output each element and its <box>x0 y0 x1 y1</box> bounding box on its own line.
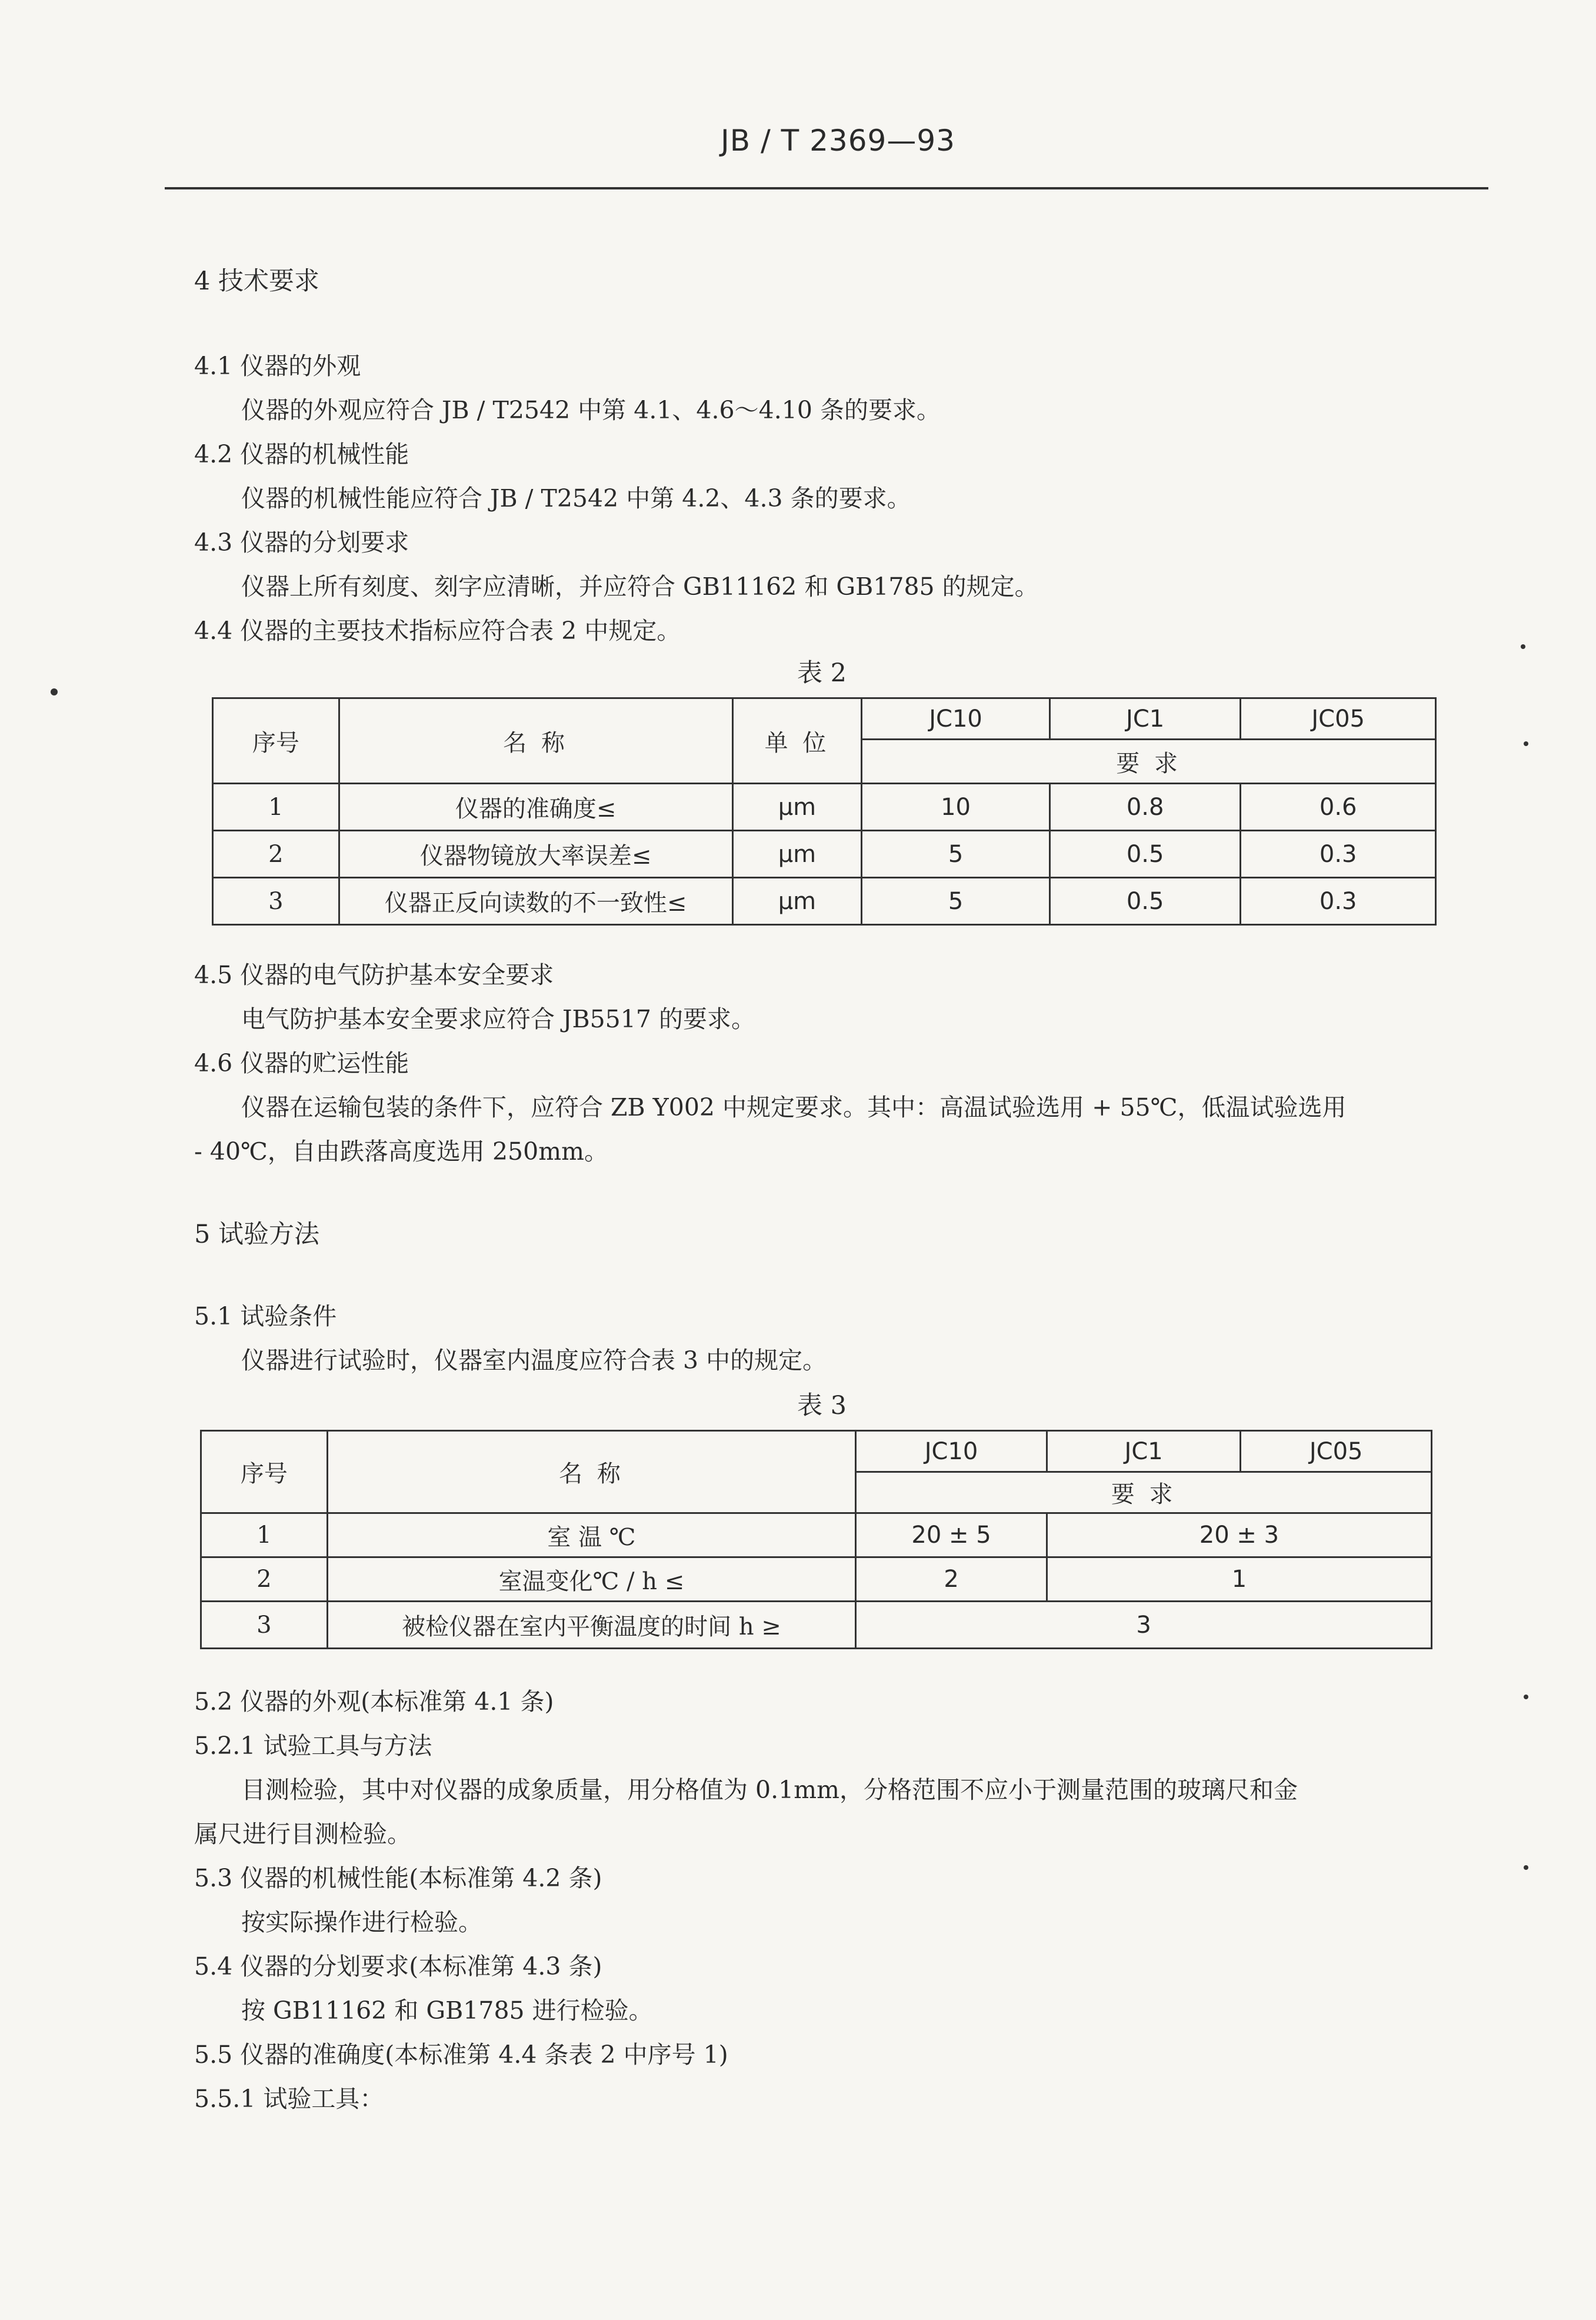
section-4-2: 4.2 仪器的机械性能 <box>194 440 409 468</box>
scan-mark <box>1524 1865 1528 1870</box>
section-4-5-body: 电气防护基本安全要求应符合 JB5517 的要求。 <box>241 1005 755 1033</box>
table-3-cell: 1 <box>1047 1557 1431 1602</box>
section-4-2-body: 仪器的机械性能应符合 JB / T2542 中第 4.2、4.3 条的要求。 <box>241 484 911 512</box>
table-2-cell: 仪器正反向读数的不一致性≤ <box>339 878 732 925</box>
table-2-header-unit: 单 位 <box>732 698 862 784</box>
section-4-6: 4.6 仪器的贮运性能 <box>194 1049 409 1077</box>
header-rule <box>165 187 1488 189</box>
table-3-cell: 2 <box>856 1557 1047 1602</box>
scan-mark <box>1524 1695 1528 1699</box>
table-3-header-no: 序号 <box>201 1431 328 1513</box>
table-2-row <box>213 784 1436 831</box>
section-5-2: 5.2 仪器的外观(本标准第 4.1 条) <box>194 1687 554 1716</box>
table-2-cell: 2 <box>213 831 339 878</box>
section-5-4-body: 按 GB11162 和 GB1785 进行检验。 <box>241 1996 653 2025</box>
table-2-cell: 0.5 <box>1049 878 1241 925</box>
section-4-1: 4.1 仪器的外观 <box>194 352 361 380</box>
section-4-6-body: 仪器在运输包装的条件下，应符合 ZB Y002 中规定要求。其中：高温试验选用 + 55℃，低温试验选用 <box>241 1093 1347 1121</box>
table-2-cell: 3 <box>213 878 339 925</box>
table-3-header-jc05: JC05 <box>1241 1431 1432 1472</box>
document-header: JB / T 2369—93 <box>721 124 955 158</box>
table-2-header-jc05: JC05 <box>1241 698 1436 740</box>
section-4-1-body: 仪器的外观应符合 JB / T2542 中第 4.1、4.6～4.10 条的要求。 <box>241 396 941 424</box>
table-2-cell: 5 <box>862 831 1050 878</box>
table-3-cell: 20 ± 3 <box>1047 1513 1431 1557</box>
table-2-header-jc10: JC10 <box>862 698 1050 740</box>
table-3-cell: 室 温 ℃ <box>327 1513 856 1557</box>
scan-mark <box>51 688 58 695</box>
table-3-cell: 3 <box>201 1602 328 1649</box>
table-2-header-jc1: JC1 <box>1049 698 1241 740</box>
table-2-caption: 表 2 <box>797 658 847 688</box>
table-2-cell: 0.6 <box>1241 784 1436 831</box>
table-2-cell: 仪器的准确度≤ <box>339 784 732 831</box>
table-3-header-requirements: 要 求 <box>856 1472 1432 1513</box>
section-4-6-body-cont: - 40℃，自由跌落高度选用 250mm。 <box>194 1137 608 1166</box>
table-3-header-jc1: JC1 <box>1047 1431 1241 1472</box>
table-2-cell: 1 <box>213 784 339 831</box>
section-5-5: 5.5 仪器的准确度(本标准第 4.4 条表 2 中序号 1) <box>194 2041 728 2069</box>
table-3-caption: 表 3 <box>797 1391 847 1420</box>
section-5-3-body: 按实际操作进行检验。 <box>241 1908 482 1936</box>
table-2-row <box>213 878 1436 925</box>
table-3-cell: 20 ± 5 <box>856 1513 1047 1557</box>
table-3-header-name: 名 称 <box>327 1431 856 1513</box>
table-2-cell: 0.3 <box>1241 831 1436 878</box>
section-5-4: 5.4 仪器的分划要求(本标准第 4.3 条) <box>194 1952 602 1981</box>
table-3-cell: 1 <box>201 1513 328 1557</box>
section-5-2-1-body-cont: 属尺进行目测检验。 <box>194 1820 411 1848</box>
section-4-4: 4.4 仪器的主要技术指标应符合表 2 中规定。 <box>194 617 681 645</box>
table-3-cell: 室温变化℃ / h ≤ <box>327 1557 856 1602</box>
section-5-5-1: 5.5.1 试验工具： <box>194 2085 384 2113</box>
scan-mark <box>1521 644 1525 649</box>
table-2-cell: 0.5 <box>1049 831 1241 878</box>
scan-mark <box>1524 741 1528 746</box>
table-2 <box>212 697 1437 926</box>
table-3-cell: 3 <box>856 1602 1432 1649</box>
table-2-cell: 10 <box>862 784 1050 831</box>
section-5-1: 5.1 试验条件 <box>194 1302 337 1330</box>
table-3-row <box>201 1602 1432 1649</box>
table-3-row <box>201 1513 1432 1557</box>
table-2-row <box>213 831 1436 878</box>
table-2-header-no: 序号 <box>213 698 339 784</box>
section-4-3: 4.3 仪器的分划要求 <box>194 528 409 557</box>
table-2-cell: μm <box>732 831 862 878</box>
section-4: 4 技术要求 <box>194 267 320 296</box>
section-5-1-body: 仪器进行试验时，仪器室内温度应符合表 3 中的规定。 <box>241 1346 827 1374</box>
section-5-3: 5.3 仪器的机械性能(本标准第 4.2 条) <box>194 1864 602 1892</box>
table-3-cell: 2 <box>201 1557 328 1602</box>
table-2-cell: 0.8 <box>1049 784 1241 831</box>
table-2-cell: 仪器物镜放大率误差≤ <box>339 831 732 878</box>
table-2-cell: 5 <box>862 878 1050 925</box>
section-5-2-1: 5.2.1 试验工具与方法 <box>194 1732 432 1760</box>
table-3-cell: 被检仪器在室内平衡温度的时间 h ≥ <box>327 1602 856 1649</box>
table-3-row <box>201 1557 1432 1602</box>
table-2-header-requirements: 要 求 <box>862 740 1436 784</box>
table-3-header-jc10: JC10 <box>856 1431 1047 1472</box>
table-2-cell: μm <box>732 878 862 925</box>
table-2-header-name: 名 称 <box>339 698 732 784</box>
table-2-cell: 0.3 <box>1241 878 1436 925</box>
section-5: 5 试验方法 <box>194 1220 320 1249</box>
section-4-3-body: 仪器上所有刻度、刻字应清晰，并应符合 GB11162 和 GB1785 的规定。 <box>241 572 1039 601</box>
table-2-cell: μm <box>732 784 862 831</box>
section-5-2-1-body: 目测检验，其中对仪器的成象质量，用分格值为 0.1mm，分格范围不应小于测量范围的玻璃尺和金 <box>241 1776 1298 1804</box>
section-4-5: 4.5 仪器的电气防护基本安全要求 <box>194 961 554 989</box>
table-3 <box>200 1430 1432 1649</box>
